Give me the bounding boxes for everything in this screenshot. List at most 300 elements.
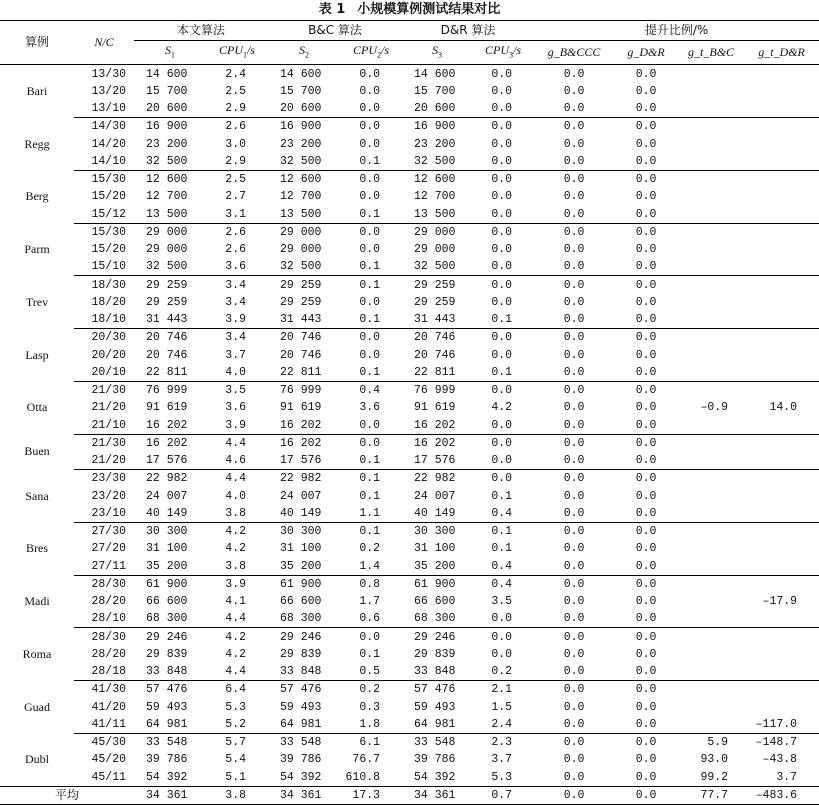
table-row [0, 399, 819, 416]
g-bccc-cell: 0.0 [534, 100, 614, 118]
table-row [0, 329, 819, 347]
s2-cell: 16 900 [280, 120, 322, 134]
cpu1-cell: 2.5 [225, 173, 247, 187]
cpu1-cell: 2.6 [225, 243, 247, 257]
cpu1-cell: 2.4 [225, 67, 247, 81]
table-row [0, 223, 819, 241]
cpu3-cell: 0.0 [491, 436, 513, 450]
nc-cell: 41/20 [91, 700, 126, 714]
instance-group-bari [0, 65, 819, 118]
header-group-bc: B&C 算法 [268, 21, 402, 41]
cpu3-cell: 0.1 [472, 364, 534, 382]
nc-cell: 45/30 [91, 736, 126, 750]
s1-cell: 30 300 [146, 525, 188, 539]
cpu2-cell: 0.0 [359, 190, 381, 204]
cpu1-cell: 4.0 [206, 364, 268, 382]
g-t-dr-cell [744, 276, 819, 294]
table-row [0, 241, 819, 258]
table-row [0, 733, 819, 751]
g-t-dr-cell: –43.8 [762, 753, 798, 767]
g-t-bc-cell [678, 188, 744, 205]
g-bccc-cell: 0.0 [534, 452, 614, 470]
instance-name: Parm [24, 242, 50, 257]
g-bccc-cell: 0.0 [563, 647, 585, 661]
cpu2-cell: 1.8 [340, 716, 402, 734]
instance-name: Sana [25, 488, 49, 503]
table-row [0, 276, 819, 294]
g-t-dr-cell [744, 311, 819, 329]
cpu3-cell: 0.0 [491, 84, 513, 98]
cpu2-cell: 3.6 [359, 401, 381, 415]
average-g-t-dr-cell: –483.6 [744, 786, 819, 804]
cpu2-cell: 0.1 [340, 258, 402, 276]
s3-cell: 16 202 [402, 416, 472, 434]
table-row [0, 646, 819, 663]
s2-cell: 35 200 [268, 557, 340, 575]
instance-group-guad [0, 681, 819, 734]
s3-cell: 22 811 [402, 364, 472, 382]
g-t-bc-cell [678, 540, 744, 557]
nc-cell: 14/30 [91, 120, 126, 134]
g-bccc-cell: 0.0 [563, 84, 585, 98]
nc-cell: 15/30 [91, 173, 126, 187]
nc-cell: 23/10 [74, 505, 134, 523]
g-t-bc-cell [678, 153, 744, 171]
cpu2-cell: 0.1 [359, 647, 381, 661]
instance-name: Lasp [25, 347, 49, 362]
average-label: 平均 [0, 786, 134, 804]
header-cpu2: $CPU_2/s$ [340, 41, 402, 65]
s3-cell: 32 500 [402, 153, 472, 171]
cpu3-cell: 2.4 [472, 716, 534, 734]
g-dr-cell: 0.0 [635, 489, 657, 503]
nc-cell: 41/30 [91, 683, 126, 697]
table-title: 小规模算例测试结果对比 [357, 2, 501, 17]
s1-cell: 29 259 [146, 295, 188, 309]
s1-cell: 16 900 [146, 120, 188, 134]
g-t-dr-cell [744, 557, 819, 575]
g-dr-cell: 0.0 [635, 753, 657, 767]
cpu2-cell: 0.0 [359, 348, 381, 362]
cpu3-cell: 0.0 [472, 100, 534, 118]
cpu3-cell: 0.0 [472, 205, 534, 223]
g-t-bc-cell [678, 628, 744, 646]
g-bccc-cell: 0.0 [563, 295, 585, 309]
cpu3-cell: 0.1 [472, 311, 534, 329]
nc-cell: 28/20 [91, 647, 126, 661]
s3-cell: 29 000 [414, 243, 456, 257]
cpu3-cell: 0.0 [491, 190, 513, 204]
g-t-dr-cell [744, 258, 819, 276]
g-t-bc-cell [678, 663, 744, 681]
nc-cell: 28/10 [74, 610, 134, 628]
cpu1-cell: 3.9 [225, 577, 247, 591]
nc-cell: 21/20 [74, 452, 134, 470]
g-t-bc-cell: 5.9 [707, 736, 729, 750]
table-caption [0, 0, 819, 20]
table-row [0, 575, 819, 593]
g-t-dr-cell [744, 452, 819, 470]
s2-cell: 59 493 [280, 700, 322, 714]
cpu3-cell: 0.0 [491, 472, 513, 486]
g-dr-cell: 0.0 [614, 610, 678, 628]
nc-cell: 18/20 [91, 295, 126, 309]
s2-cell: 29 259 [280, 278, 322, 292]
g-t-dr-cell [744, 294, 819, 311]
cpu2-cell: 76.7 [352, 753, 381, 767]
nc-cell: 28/20 [91, 595, 126, 609]
instance-group-trev [0, 276, 819, 329]
g-t-dr-cell [744, 364, 819, 382]
s2-cell: 14 600 [280, 67, 322, 81]
s2-cell: 24 007 [280, 489, 322, 503]
cpu3-cell: 0.0 [472, 153, 534, 171]
cpu3-cell: 0.0 [491, 630, 513, 644]
g-bccc-cell: 0.0 [563, 736, 585, 750]
g-t-dr-cell: –17.9 [762, 595, 798, 609]
g-bccc-cell: 0.0 [563, 683, 585, 697]
s2-cell: 12 700 [280, 190, 322, 204]
cpu2-cell: 0.1 [340, 205, 402, 223]
cpu1-cell: 2.7 [225, 190, 247, 204]
s2-cell: 32 500 [268, 258, 340, 276]
header-instance: 算例 [0, 21, 74, 65]
nc-cell: 21/30 [91, 384, 126, 398]
g-bccc-cell: 0.0 [563, 278, 585, 292]
g-t-bc-cell: 93.0 [700, 753, 729, 767]
g-bccc-cell: 0.0 [563, 577, 585, 591]
cpu2-cell: 0.4 [359, 384, 381, 398]
header-s2: $S_2$ [268, 41, 340, 65]
g-t-bc-cell [678, 205, 744, 223]
nc-cell: 18/30 [91, 278, 126, 292]
s1-cell: 32 500 [134, 258, 206, 276]
cpu2-cell: 0.1 [359, 278, 381, 292]
g-t-bc-cell: 99.2 [678, 768, 744, 786]
g-dr-cell: 0.0 [614, 768, 678, 786]
s1-cell: 91 619 [146, 401, 188, 415]
s2-cell: 66 600 [280, 595, 322, 609]
g-t-bc-cell [678, 276, 744, 294]
header-g-t-dr: g_t_D&R [744, 41, 819, 65]
cpu1-cell: 4.4 [225, 436, 247, 450]
nc-cell: 20/10 [74, 364, 134, 382]
s2-cell: 64 981 [268, 716, 340, 734]
s2-cell: 76 999 [280, 384, 322, 398]
g-t-bc-cell [678, 681, 744, 699]
s1-cell: 22 982 [146, 472, 188, 486]
table-header [0, 21, 819, 65]
g-t-bc-cell [678, 381, 744, 399]
cpu2-cell: 0.1 [340, 364, 402, 382]
s3-cell: 12 700 [414, 190, 456, 204]
s1-cell: 20 746 [146, 348, 188, 362]
cpu1-cell: 3.9 [206, 416, 268, 434]
s2-cell: 29 000 [280, 225, 322, 239]
s1-cell: 20 600 [134, 100, 206, 118]
g-bccc-cell: 0.0 [563, 67, 585, 81]
s1-cell: 29 839 [146, 647, 188, 661]
s1-cell: 20 746 [146, 331, 188, 345]
g-dr-cell: 0.0 [635, 243, 657, 257]
cpu1-cell: 3.8 [206, 505, 268, 523]
cpu3-cell: 0.0 [491, 295, 513, 309]
nc-cell: 28/18 [74, 663, 134, 681]
cpu1-cell: 4.6 [206, 452, 268, 470]
cpu1-cell: 5.7 [225, 736, 247, 750]
header-cpu1: $CPU_1/s$ [206, 41, 268, 65]
cpu1-cell: 5.1 [206, 768, 268, 786]
average-g-dr-cell: 0.0 [614, 786, 678, 804]
g-dr-cell: 0.0 [635, 401, 657, 415]
cpu3-cell: 0.0 [472, 416, 534, 434]
g-t-dr-cell [744, 241, 819, 258]
g-bccc-cell: 0.0 [534, 768, 614, 786]
g-dr-cell: 0.0 [614, 663, 678, 681]
instance-group-bres [0, 522, 819, 575]
g-t-dr-cell [744, 153, 819, 171]
table-row [0, 470, 819, 488]
g-dr-cell: 0.0 [635, 542, 657, 556]
g-dr-cell: 0.0 [614, 153, 678, 171]
g-dr-cell: 0.0 [635, 348, 657, 362]
g-t-dr-cell [744, 100, 819, 118]
average-s2-cell: 34 361 [268, 786, 340, 804]
s3-cell: 68 300 [402, 610, 472, 628]
average-cpu2-cell: 17.3 [340, 786, 402, 804]
g-t-bc-cell [678, 311, 744, 329]
g-t-dr-cell: 3.7 [744, 768, 819, 786]
nc-cell: 45/11 [74, 768, 134, 786]
s2-cell: 57 476 [280, 683, 322, 697]
g-t-dr-cell [744, 646, 819, 663]
g-dr-cell: 0.0 [635, 683, 657, 697]
g-t-bc-cell [678, 487, 744, 504]
g-bccc-cell: 0.0 [534, 364, 614, 382]
g-t-dr-cell [744, 65, 819, 83]
g-dr-cell: 0.0 [635, 120, 657, 134]
s3-cell: 57 476 [414, 683, 456, 697]
g-bccc-cell: 0.0 [563, 542, 585, 556]
s1-cell: 12 700 [146, 190, 188, 204]
header-g-dr: g_D&R [614, 41, 678, 65]
s1-cell: 29 000 [146, 243, 188, 257]
cpu3-cell: 0.0 [491, 137, 513, 151]
g-t-dr-cell [744, 628, 819, 646]
s1-cell: 59 493 [146, 700, 188, 714]
table-row [0, 294, 819, 311]
s3-cell: 32 500 [402, 258, 472, 276]
table-row [0, 628, 819, 646]
g-t-bc-cell [678, 329, 744, 347]
s2-cell: 29 839 [280, 647, 322, 661]
cpu3-cell: 0.0 [491, 225, 513, 239]
average-row [0, 786, 819, 804]
table-row [0, 610, 819, 628]
cpu3-cell: 0.0 [491, 647, 513, 661]
s3-cell: 66 600 [414, 595, 456, 609]
cpu2-cell: 0.6 [340, 610, 402, 628]
cpu3-cell: 0.0 [491, 243, 513, 257]
g-t-dr-cell [744, 470, 819, 488]
nc-cell: 14/20 [91, 137, 126, 151]
g-dr-cell: 0.0 [614, 311, 678, 329]
g-t-bc-cell [678, 505, 744, 523]
average-block [0, 786, 819, 804]
g-dr-cell: 0.0 [614, 505, 678, 523]
cpu3-cell: 2.1 [491, 683, 513, 697]
g-t-bc-cell [678, 294, 744, 311]
cpu2-cell: 0.1 [340, 311, 402, 329]
cpu2-cell: 0.8 [359, 577, 381, 591]
g-bccc-cell: 0.0 [563, 436, 585, 450]
cpu1-cell: 2.9 [206, 100, 268, 118]
s2-cell: 32 500 [268, 153, 340, 171]
g-dr-cell: 0.0 [635, 595, 657, 609]
table-row [0, 416, 819, 434]
g-dr-cell: 0.0 [635, 436, 657, 450]
cpu2-cell: 0.1 [340, 153, 402, 171]
cpu2-cell: 0.0 [359, 137, 381, 151]
table-number: 表 1 [318, 2, 346, 17]
cpu1-cell: 5.4 [225, 753, 247, 767]
table-row [0, 768, 819, 786]
g-bccc-cell: 0.0 [563, 630, 585, 644]
s1-cell: 14 600 [146, 67, 188, 81]
cpu2-cell: 0.2 [359, 542, 381, 556]
cpu2-cell: 0.2 [359, 683, 381, 697]
g-t-bc-cell [678, 646, 744, 663]
cpu1-cell: 3.1 [206, 205, 268, 223]
g-dr-cell: 0.0 [635, 577, 657, 591]
s3-cell: 35 200 [402, 557, 472, 575]
cpu3-cell: 0.4 [472, 505, 534, 523]
s2-cell: 91 619 [280, 401, 322, 415]
g-t-dr-cell [744, 381, 819, 399]
g-bccc-cell: 0.0 [563, 120, 585, 134]
cpu3-cell: 3.5 [491, 595, 513, 609]
s3-cell: 64 981 [402, 716, 472, 734]
instance-group-madi [0, 575, 819, 628]
table-row [0, 522, 819, 540]
cpu3-cell: 0.4 [472, 557, 534, 575]
average-s1-cell: 34 361 [134, 786, 206, 804]
header-cpu3: $CPU_3/s$ [472, 41, 534, 65]
nc-cell: 13/30 [91, 67, 126, 81]
cpu1-cell: 3.4 [225, 278, 247, 292]
instance-name: Guad [24, 699, 50, 714]
cpu1-cell: 3.6 [225, 401, 247, 415]
header-nc: N/C [74, 21, 134, 65]
header-g-t-bc: g_t_B&C [678, 41, 744, 65]
s1-cell: 35 200 [134, 557, 206, 575]
g-dr-cell: 0.0 [635, 67, 657, 81]
g-t-bc-cell [678, 610, 744, 628]
g-t-dr-cell [744, 522, 819, 540]
nc-cell: 15/20 [91, 190, 126, 204]
cpu1-cell: 4.4 [225, 472, 247, 486]
s3-cell: 24 007 [414, 489, 456, 503]
nc-cell: 15/20 [91, 243, 126, 257]
header-group-ours: 本文算法 [134, 21, 268, 41]
g-bccc-cell: 0.0 [563, 595, 585, 609]
s3-cell: 33 848 [402, 663, 472, 681]
g-t-dr-cell [744, 223, 819, 241]
g-t-bc-cell [678, 416, 744, 434]
nc-cell: 27/11 [74, 557, 134, 575]
instance-group-parm [0, 223, 819, 276]
s2-cell: 15 700 [280, 84, 322, 98]
s3-cell: 91 619 [414, 401, 456, 415]
table-row [0, 311, 819, 329]
g-t-dr-cell [744, 118, 819, 136]
g-dr-cell: 0.0 [614, 716, 678, 734]
cpu1-cell: 3.4 [225, 331, 247, 345]
cpu3-cell: 0.2 [472, 663, 534, 681]
s3-cell: 31 443 [402, 311, 472, 329]
g-t-dr-cell [744, 205, 819, 223]
g-dr-cell: 0.0 [614, 205, 678, 223]
s2-cell: 16 202 [268, 416, 340, 434]
g-t-dr-cell [744, 329, 819, 347]
cpu2-cell: 0.0 [359, 225, 381, 239]
cpu3-cell: 0.0 [491, 278, 513, 292]
g-bccc-cell: 0.0 [563, 489, 585, 503]
s1-cell: 68 300 [134, 610, 206, 628]
s1-cell: 29 259 [146, 278, 188, 292]
cpu2-cell: 0.0 [359, 243, 381, 257]
cpu2-cell: 0.3 [359, 700, 381, 714]
s1-cell: 17 576 [134, 452, 206, 470]
header-g-bccc: g_B&CCC [534, 41, 614, 65]
s1-cell: 76 999 [146, 384, 188, 398]
average-cpu3-cell: 0.7 [472, 786, 534, 804]
average-s3-cell: 34 361 [402, 786, 472, 804]
instance-group-sana [0, 470, 819, 523]
cpu2-cell: 1.4 [340, 557, 402, 575]
g-t-bc-cell [678, 698, 744, 715]
cpu3-cell: 0.0 [491, 348, 513, 362]
s3-cell: 16 202 [414, 436, 456, 450]
g-t-bc-cell [678, 241, 744, 258]
s3-cell: 61 900 [414, 577, 456, 591]
s1-cell: 31 100 [146, 542, 188, 556]
instance-group-berg [0, 170, 819, 223]
g-dr-cell: 0.0 [635, 647, 657, 661]
s2-cell: 29 259 [280, 295, 322, 309]
table-row [0, 663, 819, 681]
table-row [0, 681, 819, 699]
g-t-bc-cell [678, 258, 744, 276]
g-dr-cell: 0.0 [635, 84, 657, 98]
s3-cell: 40 149 [402, 505, 472, 523]
header-s3: $S_3$ [402, 41, 472, 65]
nc-cell: 45/20 [91, 753, 126, 767]
instance-name: Bres [26, 541, 48, 556]
s1-cell: 40 149 [134, 505, 206, 523]
g-t-bc-cell [678, 470, 744, 488]
g-t-dr-cell [744, 575, 819, 593]
cpu3-cell: 0.0 [491, 120, 513, 134]
instance-name: Dubl [25, 752, 49, 767]
s1-cell: 39 786 [146, 753, 188, 767]
s3-cell: 31 100 [414, 542, 456, 556]
s1-cell: 12 600 [146, 173, 188, 187]
s3-cell: 23 200 [414, 137, 456, 151]
g-t-bc-cell [678, 575, 744, 593]
s3-cell: 29 839 [414, 647, 456, 661]
g-dr-cell: 0.0 [614, 258, 678, 276]
